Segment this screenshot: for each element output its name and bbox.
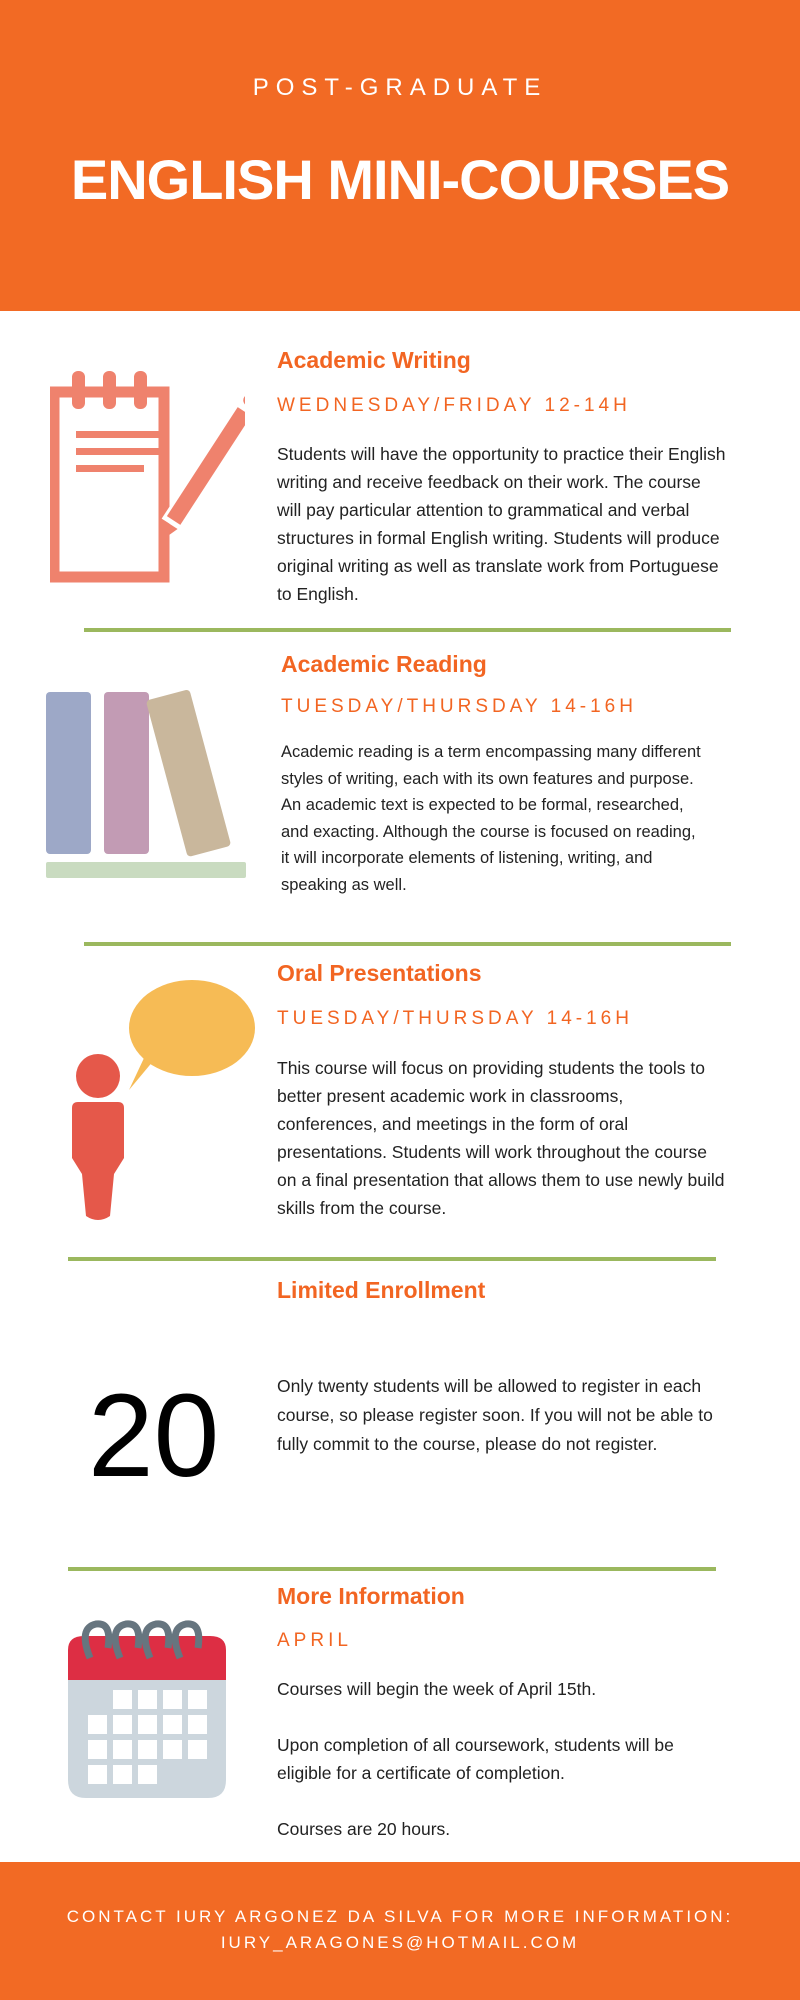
section-title: Academic Reading (281, 651, 487, 677)
section-schedule: WEDNESDAY/FRIDAY 12-14H (277, 395, 631, 416)
info-line: Courses are 20 hours. (277, 1819, 451, 1839)
footer (0, 1862, 800, 2000)
page-title: ENGLISH MINI-COURSES (70, 148, 730, 211)
calendar-icon (68, 1618, 230, 1800)
divider (68, 1567, 716, 1571)
section-body: Academic reading is a term encompassing many different styles of writing, each with its own features and purpose. An academic text is expected to be formal, researched, and exacting. Although the course is focused on reading, it will incorporate elements of listening, writing, and speaking as well. (281, 743, 701, 894)
speaker-icon (64, 978, 259, 1224)
divider (84, 942, 731, 946)
section-title: Oral Presentations (277, 960, 482, 986)
header-kicker: POST-GRADUATE (252, 74, 548, 101)
section-schedule: TUESDAY/THURSDAY 14-16H (281, 696, 637, 717)
footer-contact: CONTACT IURY ARGONEZ DA SILVA FOR MORE INFORMATION: (66, 1907, 734, 1926)
section-schedule: TUESDAY/THURSDAY 14-16H (277, 1008, 633, 1029)
info-line: Upon completion of all coursework, students will be eligible for a certificate of completion. (277, 1735, 674, 1783)
section-body: This course will focus on providing students the tools to better present academic work in classrooms, conferences, and meetings in the form of oral presentations. Students will work throughout the course on a final presentation that allows them to use newly build skills from the course. (277, 1058, 725, 1218)
info-line: Courses will begin the week of April 15th. (277, 1679, 597, 1699)
header-banner (0, 0, 800, 311)
section-title: Limited Enrollment (277, 1277, 486, 1303)
divider (68, 1257, 716, 1261)
section-title: Academic Writing (277, 347, 471, 373)
section-title: More Information (277, 1583, 465, 1609)
enrollment-number: 20 (88, 1370, 220, 1502)
section-schedule: APRIL (277, 1630, 352, 1651)
notepad-pencil-icon (50, 368, 245, 583)
divider (84, 628, 731, 632)
section-body: Only twenty students will be allowed to register in each course, so please register soon. If you will not be able to fully commit to the course, please do not register. (277, 1376, 713, 1454)
books-icon (44, 688, 249, 880)
section-body: Students will have the opportunity to practice their English writing and receive feedback on their work. The course will pay particular attention to grammatical and verbal structures in formal English writing. Students will produce original writing as well as translate work from Portuguese to English. (277, 444, 726, 604)
footer-email[interactable]: IURY_ARAGONES@HOTMAIL.COM (220, 1933, 580, 1952)
